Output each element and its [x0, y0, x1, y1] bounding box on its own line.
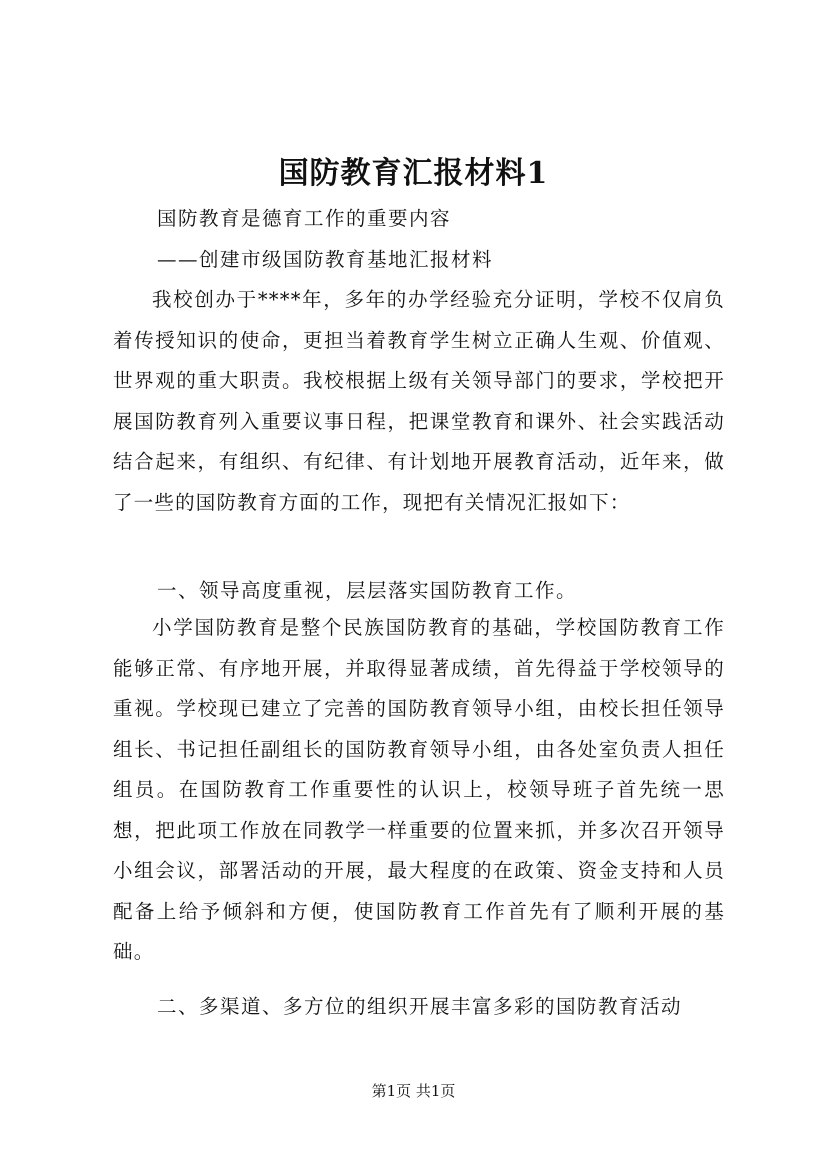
- paragraph-intro-text: 我校创办于****年，多年的办学经验充分证明，学校不仅肩负着传授知识的使命，更担当着教育学生树立正确人生观、价值观、世界观的重大职责。我校根据上级有关领导部门的要求，学校把开展国防教育列入重要议事日程，把课堂教育和课外、社会实践活动结合起来，有组织、有纪律、有计划地开展教育活动，近年来，做了一些的国防教育方面的工作，现把有关情况汇报如下：: [113, 288, 725, 514]
- page-footer: 第1页 共1页: [371, 1082, 456, 1100]
- subtitle-secondary: ——创建市级国防教育基地汇报材料: [157, 248, 494, 271]
- section-heading-1: 一、领导高度重视，层层落实国防教育工作。: [157, 579, 578, 602]
- document-title: 国防教育汇报材料1: [278, 156, 549, 191]
- paragraph-leadership: [113, 608, 725, 973]
- paragraph-leadership-text: 小学国防教育是整个民族国防教育的基础，学校国防教育工作能够正常、有序地开展，并取得显著成绩，首先得益于学校领导的重视。学校现已建立了完善的国防教育领导小组，由校长担任领导组长、书记担任副组长的国防教育领导小组，由各处室负责人担任组员。在国防教育工作重要性的认识上，校领导班子首先统一思想，把此项工作放在同教学一样重要的位置来抓，并多次召开领导小组会议，部署活动的开展，最大程度的在政策、资金支持和人员配备上给予倾斜和方便，使国防教育工作首先有了顺利开展的基础。: [113, 616, 725, 963]
- section-heading-2: 二、多渠道、多方位的组织开展丰富多彩的国防教育活动: [157, 995, 683, 1018]
- paragraph-intro: [113, 280, 725, 523]
- subtitle-main: 国防教育是德育工作的重要内容: [157, 207, 452, 230]
